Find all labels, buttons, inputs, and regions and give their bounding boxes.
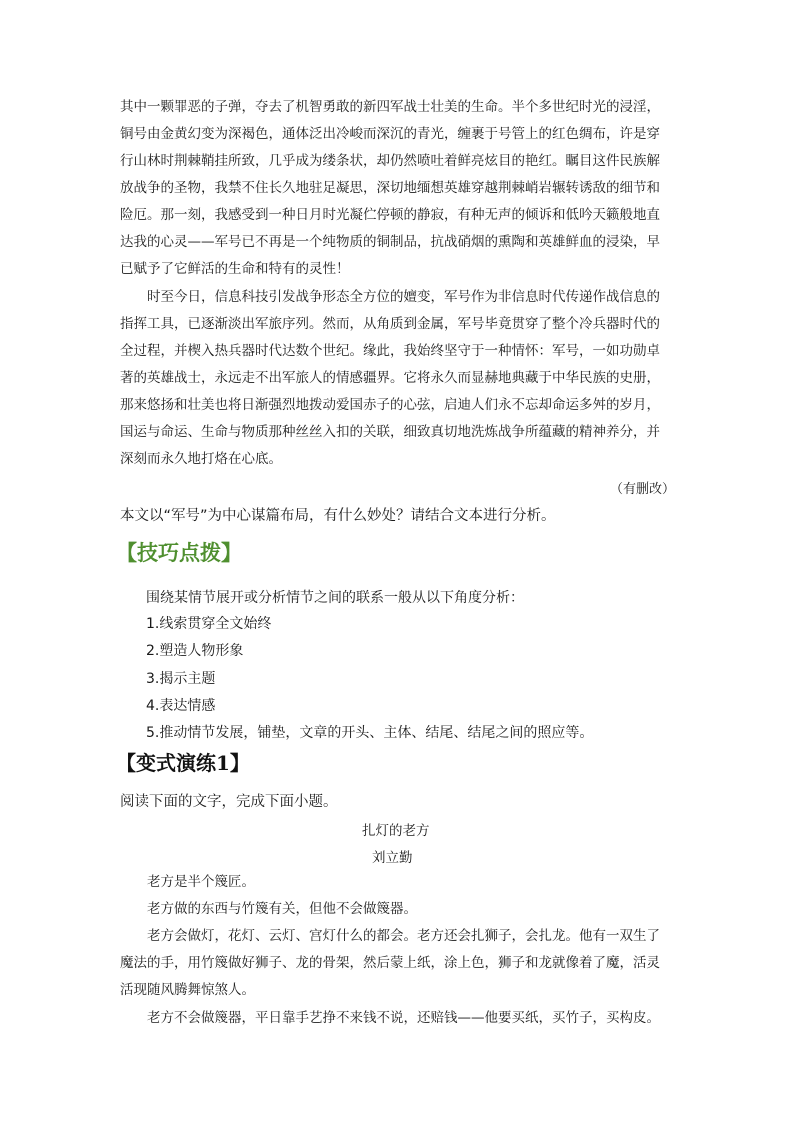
- text-line: 已赋予了它鲜活的生命和特有的灵性！: [120, 261, 350, 277]
- tip-item: 1.线索贯穿全文始终: [146, 616, 272, 632]
- tips-heading: 【技巧点拨】: [116, 541, 242, 565]
- text-line: 全过程，并楔入热兵器时代达数个世纪。缘此，我始终坚守于一种情怀：军号，一如功勋卓: [120, 343, 660, 359]
- text-line: 行山林时荆棘鞘挂所致，几乎成为缕条状，却仍然喷吐着鲜亮炫目的艳红。瞩目这件民族解: [120, 153, 660, 169]
- text-line: 老方做的东西与竹篾有关，但他不会做篾器。: [147, 901, 417, 917]
- text-line: 国运与命运、生命与物质那种丝丝入扣的关联，细致真切地洗炼战争所蕴藏的精神养分，并: [120, 424, 660, 440]
- source-note: （有删改）: [610, 482, 676, 497]
- text-line: 魔法的手，用竹篾做好狮子、龙的骨架，然后蒙上纸，涂上色，狮子和龙就像着了魔，活灵: [120, 955, 660, 971]
- text-line: 老方不会做篾器，平日靠手艺挣不来钱不说，还赔钱——他要买纸，买竹子，买构皮。: [147, 1010, 660, 1026]
- tips-intro: 围绕某情节展开或分析情节之间的联系一般从以下角度分析：: [146, 590, 524, 606]
- text-line: 那来悠扬和壮美也将日渐强烈地拨动爱国赤子的心弦，启迪人们永不忘却命运多舛的岁月，: [120, 397, 660, 413]
- text-line: 活现随风腾舞惊煞人。: [120, 982, 255, 998]
- text-line: 险厄。那一刻，我感受到一种日月时光凝伫停顿的静寂，有种无声的倾诉和低吟天籁般地直: [120, 207, 660, 223]
- text-line: 放战争的圣物，我禁不住长久地驻足凝思，深切地缅想英雄穿越荆棘峭岩辗转诱敌的细节和: [120, 180, 660, 196]
- tip-item: 5.推动情节发展，铺垫，文章的开头、主体、结尾、结尾之间的照应等。: [146, 725, 594, 741]
- tip-item: 3.揭示主题: [146, 671, 216, 687]
- text-line: 其中一颗罪恶的子弹，夺去了机智勇敢的新四军战士壮美的生命。半个多世纪时光的浸淫，: [120, 99, 660, 115]
- story-title: 扎灯的老方: [362, 823, 430, 839]
- text-line: 铜号由金黄幻变为深褐色，通体泛出冷峻而深沉的青光，缠裹于号管上的红色绸布，许是穿: [120, 126, 660, 142]
- question-text: 本文以“军号”为中心谋篇布局，有什么妙处？请结合文本进行分析。: [120, 508, 556, 524]
- text-line: 达我的心灵——军号已不再是一个纯物质的铜制品，抗战硝烟的熏陶和英雄鲜血的浸染，早: [120, 234, 660, 250]
- text-line: 著的英雄战士，永远走不出军旅人的情感疆界。它将永久而显赫地典藏于中华民族的史册，: [120, 370, 660, 386]
- text-line: 老方是半个篾匠。: [147, 874, 255, 890]
- tip-item: 2.塑造人物形象: [146, 643, 244, 659]
- text-line: 深刻而永久地打烙在心底。: [120, 451, 282, 467]
- exercise-instruction: 阅读下面的文字，完成下面小题。: [120, 794, 338, 810]
- text-line: 指挥工具，已逐渐淡出军旅序列。然而，从角质到金属，军号毕竟贯穿了整个冷兵器时代的: [120, 316, 660, 332]
- exercise-heading: 【变式演练1】: [116, 751, 250, 775]
- text-line: 时至今日，信息科技引发战争形态全方位的嬗变，军号作为非信息时代传递作战信息的: [147, 289, 660, 305]
- story-author: 刘立勤: [372, 850, 413, 866]
- tip-item: 4.表达情感: [146, 698, 216, 714]
- text-line: 老方会做灯，花灯、云灯、宫灯什么的都会。老方还会扎狮子，会扎龙。他有一双生了: [147, 928, 660, 944]
